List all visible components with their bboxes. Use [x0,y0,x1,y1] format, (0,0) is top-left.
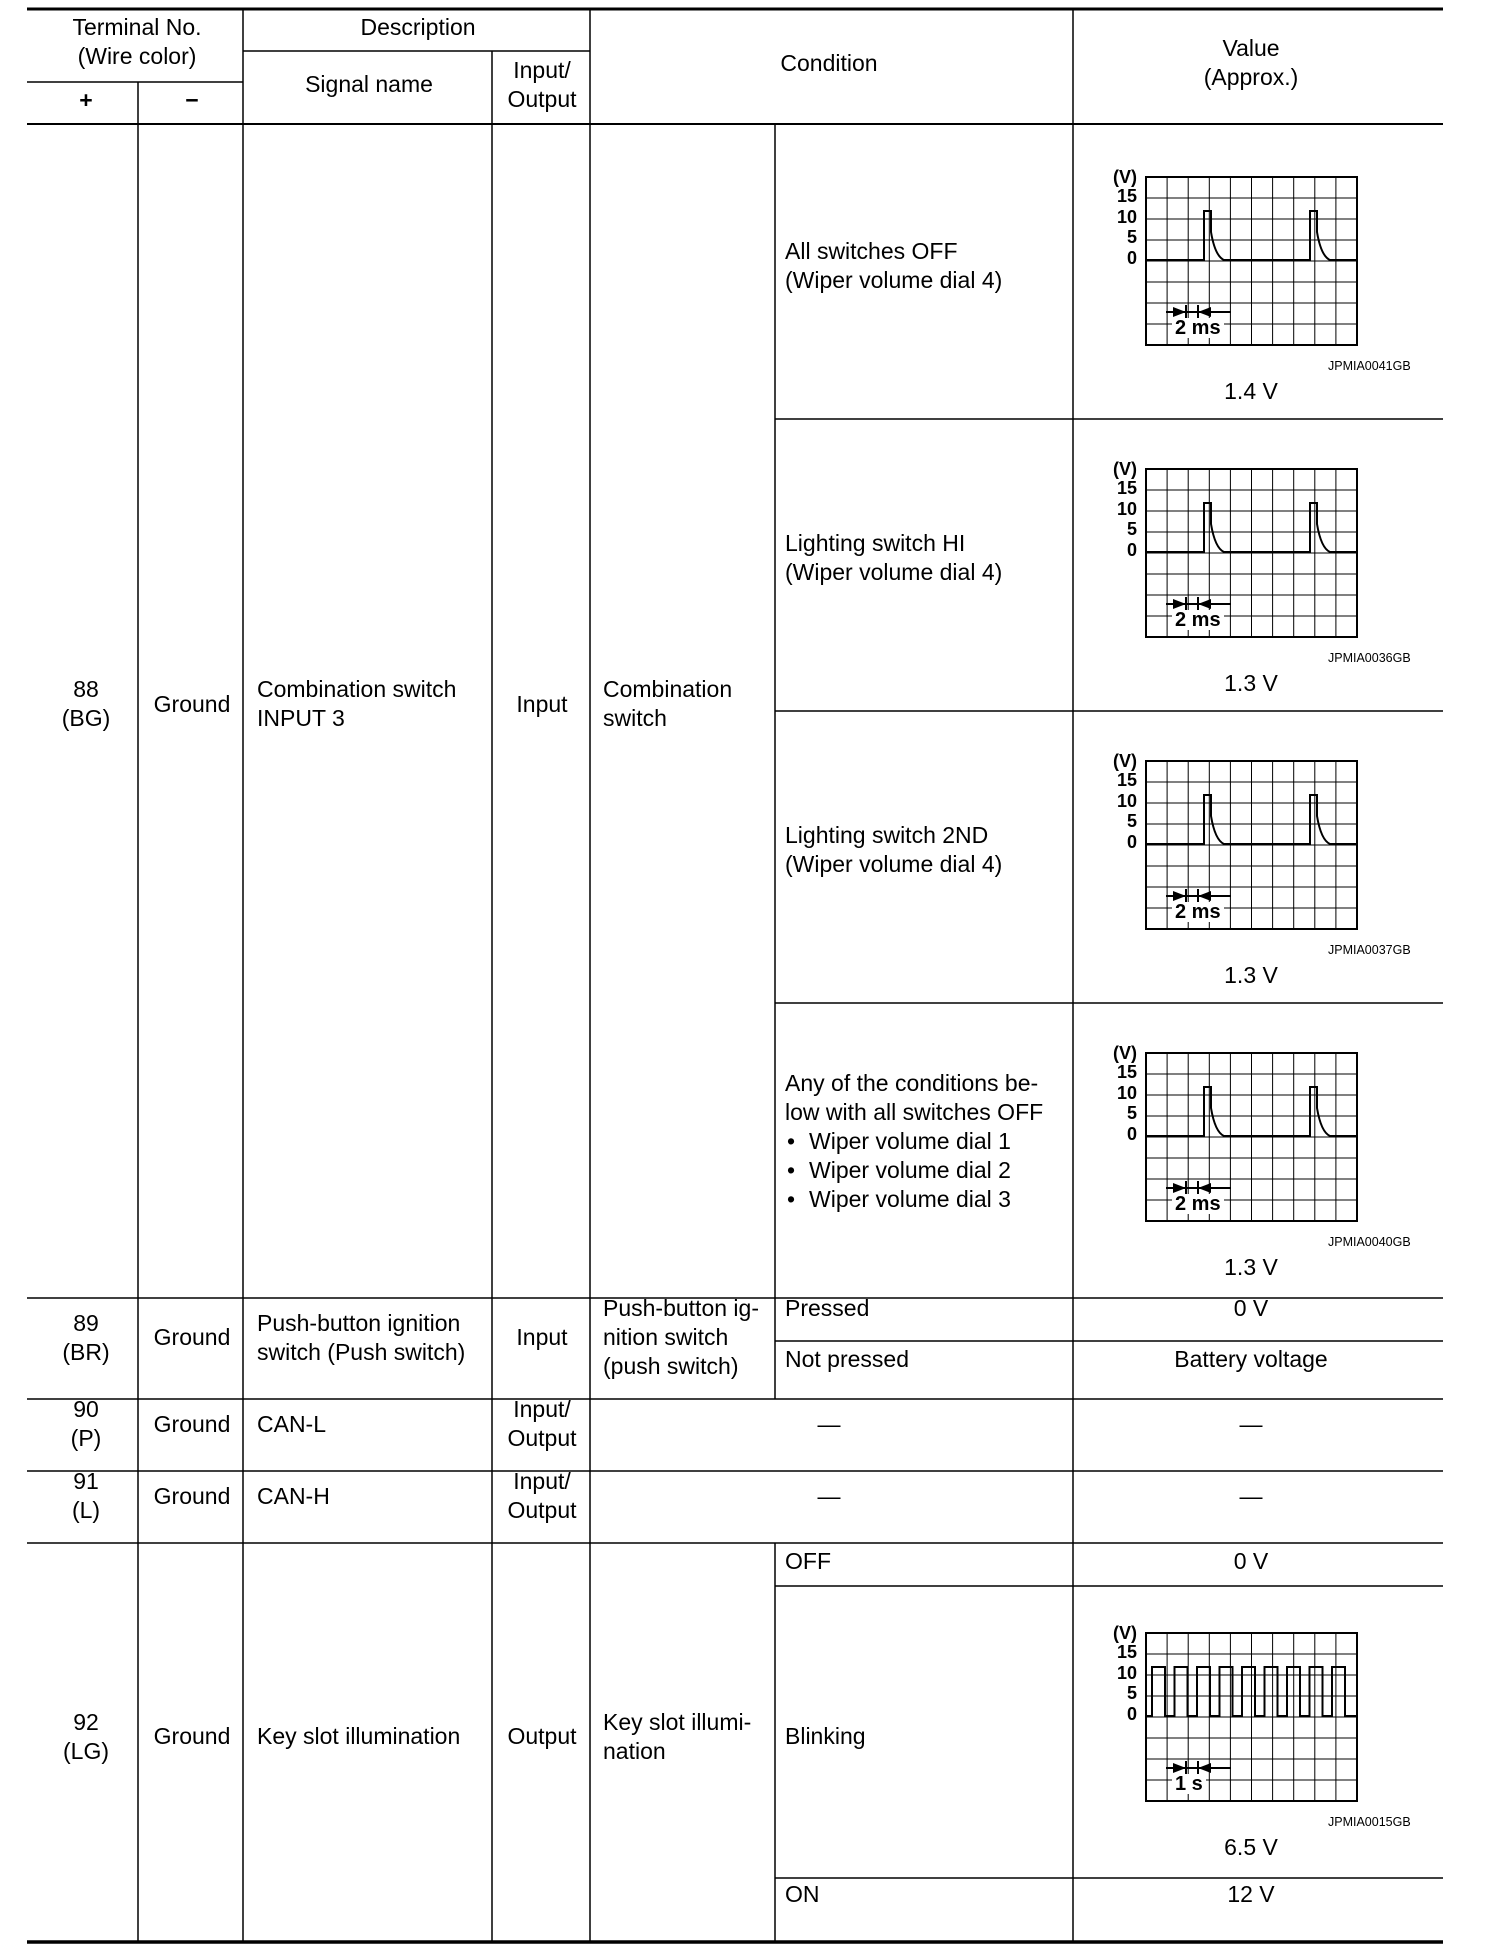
scope-tick-15-0037: 15 [1117,770,1138,790]
condition-any-bullet-list [785,1127,1011,1214]
terminal-92-condition-line2: nation [603,1738,666,1764]
scope-unit-label-0036: (V) [1113,459,1137,479]
terminal-88-wire-color: (BG) [61,705,111,731]
timebase-label-0015: 1 s [1172,1774,1206,1794]
value-not-pressed: Battery voltage [1174,1346,1328,1372]
scope-id-0036: JPMIA0036GB [1328,651,1411,665]
terminal-92-condition-line1: Key slot illumi- [603,1709,752,1735]
terminal-90-minus: Ground [153,1411,231,1437]
header-io-line1: Input/ [513,57,571,83]
scope-tick-5-0036: 5 [1127,519,1138,539]
terminal-92-signal: Key slot illumination [257,1723,461,1749]
terminal-90-number: 90 [73,1396,99,1422]
terminal-88-condition-line2: switch [603,705,667,731]
condition-pressed: Pressed [785,1295,870,1321]
terminal-91-io-line2: Output [507,1497,577,1523]
header-condition: Condition [780,50,878,76]
scope-id-0040: JPMIA0040GB [1328,1235,1411,1249]
scope-unit-label-0040: (V) [1113,1043,1137,1063]
scope-tick-10-0036: 10 [1117,498,1138,519]
scope-tick-15-0036: 15 [1117,478,1138,498]
condition-not-pressed: Not pressed [785,1346,910,1372]
terminal-91-io-line1: Input/ [513,1468,571,1494]
header-value-line1: Value [1222,35,1280,61]
terminal-90-condition: — [817,1411,841,1437]
terminal-89-condition-line2: nition switch [603,1324,729,1350]
header-value-line2: (Approx.) [1203,64,1299,90]
scope-tick-5-0040: 5 [1127,1103,1138,1123]
terminal-90-signal: CAN-L [257,1411,327,1437]
value-lighting-hi: 1.3 V [1224,670,1278,696]
condition-lighting-2nd-line2: (Wiper volume dial 4) [785,851,1003,877]
terminal-92-io: Output [507,1723,577,1749]
condition-all-switches-off-line2: (Wiper volume dial 4) [785,267,1003,293]
condition-any-line1: Any of the conditions be- [785,1070,1039,1096]
timebase-label-0037: 2 ms [1172,902,1224,922]
terminal-90-io-line1: Input/ [513,1396,571,1422]
bullet-wiper-dial-1: • Wiper volume dial 1 [785,1127,1011,1156]
terminal-91-value: — [1239,1483,1263,1509]
scope-tick-5-0037: 5 [1127,811,1138,831]
value-blinking: 6.5 V [1224,1834,1278,1860]
scope-tick-0-0041: 0 [1127,247,1138,268]
scope-tick-5-0015: 5 [1127,1683,1138,1703]
header-signal-name: Signal name [305,71,433,97]
scope-unit-label-0041: (V) [1113,167,1137,187]
terminal-90-wire-color: (P) [70,1425,102,1451]
terminal-91-condition: — [817,1483,841,1509]
header-description: Description [360,14,476,40]
terminal-88-condition-line1: Combination [603,676,733,702]
terminal-88-number: 88 [73,676,99,702]
header-terminal-no: Terminal No. [72,14,202,40]
value-all-switches-off: 1.4 V [1224,378,1278,404]
terminal-88-minus: Ground [153,691,231,717]
condition-on: ON [785,1881,820,1907]
value-lighting-2nd: 1.3 V [1224,962,1278,988]
header-minus: − [185,87,199,113]
terminal-91-signal: CAN-H [257,1483,330,1509]
scope-tick-15-0041: 15 [1117,186,1138,206]
value-off: 0 V [1233,1548,1269,1574]
scope-tick-10-0015: 10 [1117,1662,1138,1683]
timebase-label-0041: 2 ms [1172,318,1224,338]
terminal-92-minus: Ground [153,1723,231,1749]
condition-lighting-hi-line1: Lighting switch HI [785,530,966,556]
condition-blinking: Blinking [785,1723,866,1749]
timebase-label-0036: 2 ms [1172,610,1224,630]
terminal-89-condition-line3: (push switch) [603,1353,739,1379]
header-io-line2: Output [507,86,577,112]
header-plus: + [79,87,93,113]
scope-id-0015: JPMIA0015GB [1328,1815,1411,1829]
condition-off: OFF [785,1548,831,1574]
terminal-91-number: 91 [73,1468,99,1494]
terminal-91-wire-color: (L) [71,1497,101,1523]
terminal-89-io: Input [516,1324,568,1350]
value-pressed: 0 V [1233,1295,1269,1321]
terminal-89-wire-color: (BR) [62,1339,110,1365]
terminal-88-io: Input [516,691,568,717]
header-wire-color: (Wire color) [77,43,197,69]
terminal-89-signal-line2: switch (Push switch) [257,1339,466,1365]
bullet-wiper-dial-2: • Wiper volume dial 2 [785,1156,1011,1185]
terminal-92-wire-color: (LG) [63,1738,109,1764]
scope-tick-15-0015: 15 [1117,1642,1138,1662]
scope-tick-10-0040: 10 [1117,1082,1138,1103]
condition-lighting-hi-line2: (Wiper volume dial 4) [785,559,1003,585]
terminal-89-signal-line1: Push-button ignition [257,1310,461,1336]
scope-tick-5-0041: 5 [1127,227,1138,247]
terminal-88-signal-line1: Combination switch [257,676,457,702]
scope-tick-0-0040: 0 [1127,1123,1138,1144]
terminal-89-minus: Ground [153,1324,231,1350]
timebase-label-0040: 2 ms [1172,1194,1224,1214]
scope-unit-label-0037: (V) [1113,751,1137,771]
terminal-92-number: 92 [73,1709,99,1735]
terminal-91-minus: Ground [153,1483,231,1509]
scope-id-0037: JPMIA0037GB [1328,943,1411,957]
condition-lighting-2nd-line1: Lighting switch 2ND [785,822,989,848]
scope-tick-0-0036: 0 [1127,539,1138,560]
scope-tick-10-0041: 10 [1117,206,1138,227]
value-any-conditions: 1.3 V [1224,1254,1278,1280]
scope-tick-10-0037: 10 [1117,790,1138,811]
scope-tick-15-0040: 15 [1117,1062,1138,1082]
terminal-90-value: — [1239,1411,1263,1437]
terminal-90-io-line2: Output [507,1425,577,1451]
scope-tick-0-0037: 0 [1127,831,1138,852]
scope-tick-0-0015: 0 [1127,1703,1138,1724]
terminal-89-number: 89 [73,1310,99,1336]
value-on: 12 V [1227,1881,1275,1907]
scope-unit-label-0015: (V) [1113,1623,1137,1643]
condition-all-switches-off-line1: All switches OFF [785,238,958,264]
scope-id-0041: JPMIA0041GB [1328,359,1411,373]
terminal-89-condition-line1: Push-button ig- [603,1295,759,1321]
bullet-wiper-dial-3: • Wiper volume dial 3 [785,1185,1011,1214]
terminal-88-signal-line2: INPUT 3 [257,705,345,731]
condition-any-line2: low with all switches OFF [785,1099,1044,1125]
